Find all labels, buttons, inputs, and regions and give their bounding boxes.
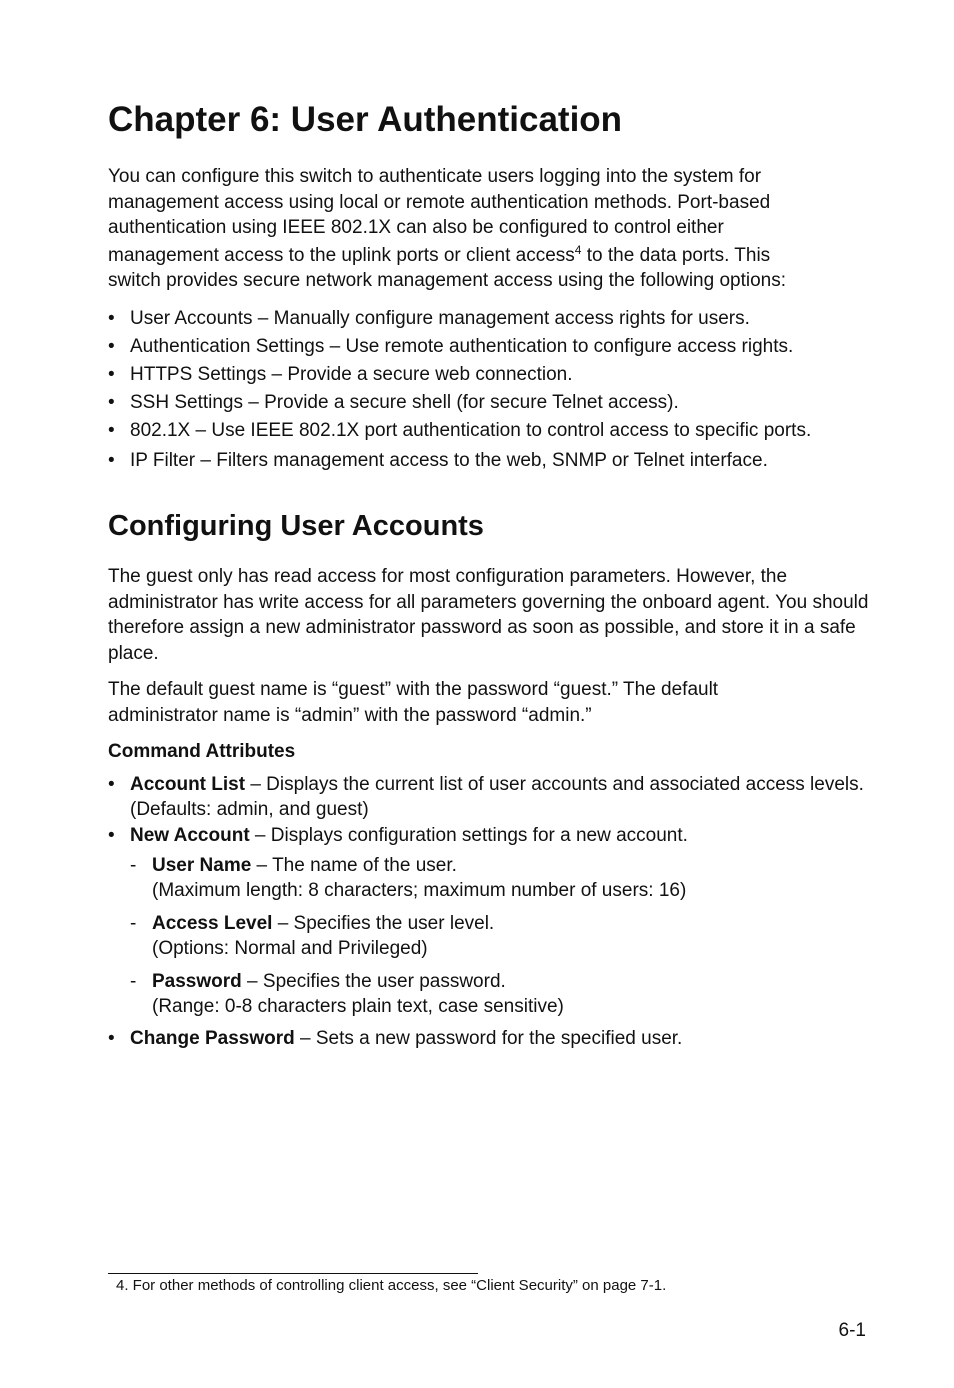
attribute-access-level [108,911,878,961]
guest-paragraph: The guest only has read access for most configuration parameters. However, the administrator has write access for all parameters governing the onboard agent. You should therefore assign a new administrator password as soon as possible, and store it in a safe place. [108,566,869,664]
bullet: • [108,336,115,357]
attribute-label: Access Level [152,913,273,934]
bullet: • [108,1028,115,1049]
options-list [108,306,888,476]
dash: - [130,913,137,934]
attribute-label: Password [152,971,242,992]
command-attributes-heading: Command Attributes [108,741,296,762]
intro-paragraph [108,164,878,294]
attribute-desc: – Specifies the user password. [241,971,506,992]
dash: - [130,855,137,876]
intro-line: switch provides secure network management access using the following options: [108,270,787,291]
bullet: • [108,420,115,441]
intro-line: authentication using IEEE 802.1X can also be configured to control either [108,217,724,238]
attribute-note: (Options: Normal and Privileged) [152,938,428,959]
list-item: • IP Filter – Filters management access to the web, SNMP or Telnet interface. [108,448,888,474]
intro-line: You can configure this switch to authenticate users logging into the system for [108,166,762,187]
page-number: 6-1 [838,1320,866,1341]
defaults-paragraph: The default guest name is “guest” with the password “guest.” The default administrator name is “admin” with the password “admin.” [108,679,719,726]
chapter-title: Chapter 6: User Authentication [108,100,623,139]
attribute-account-list [108,772,878,822]
attribute-desc: – The name of the user. [251,855,457,876]
footnote-rule [108,1273,478,1274]
attribute-desc: – Displays the current list of user accounts and associated access levels. (Defaults: admin, and guest) [130,774,864,820]
attribute-new-account [108,823,878,848]
bullet: • [108,825,115,846]
list-item: • 802.1X – Use IEEE 802.1X port authentication to control access to specific ports. [108,418,888,444]
intro-line: management access using local or remote authentication methods. Port-based [108,191,771,213]
list-item: • SSH Settings – Provide a secure shell (for secure Telnet access). [108,390,888,416]
attribute-label: New Account [130,825,250,846]
bullet: • [108,364,115,385]
list-item: • HTTPS Settings – Provide a secure web connection. [108,362,888,388]
attribute-label: Change Password [130,1028,295,1049]
attribute-user-name [108,853,878,903]
bullet: • [108,449,115,471]
footnote-reference[interactable]: 4 [574,242,582,257]
section-title: Configuring User Accounts [108,510,484,542]
dash: - [130,971,137,992]
bullet: • [108,392,115,413]
attribute-password [108,969,878,1019]
attribute-desc: – Specifies the user level. [272,913,495,934]
attribute-desc: – Displays configuration settings for a new account. [249,825,688,846]
attribute-label: User Name [152,855,252,876]
attribute-note: (Maximum length: 8 characters; maximum number of users: 16) [152,880,687,901]
attribute-change-password [108,1026,878,1051]
attribute-note: (Range: 0-8 characters plain text, case sensitive) [152,996,564,1017]
list-item: • User Accounts – Manually configure management access rights for users. [108,306,888,332]
bullet: • [108,308,115,329]
list-item: • Authentication Settings – Use remote authentication to configure access rights. [108,334,888,360]
intro-line: management access to the uplink ports or client access$^4$ to the data ports. This [108,242,771,266]
attribute-desc: – Sets a new password for the specified user. [294,1028,683,1049]
bullet: • [108,774,115,795]
attribute-list [108,772,878,1051]
footnote: 4. For other methods of controlling client access, see “Client Security” on page 7-1. [116,1277,667,1294]
attribute-label: Account List [130,774,246,795]
